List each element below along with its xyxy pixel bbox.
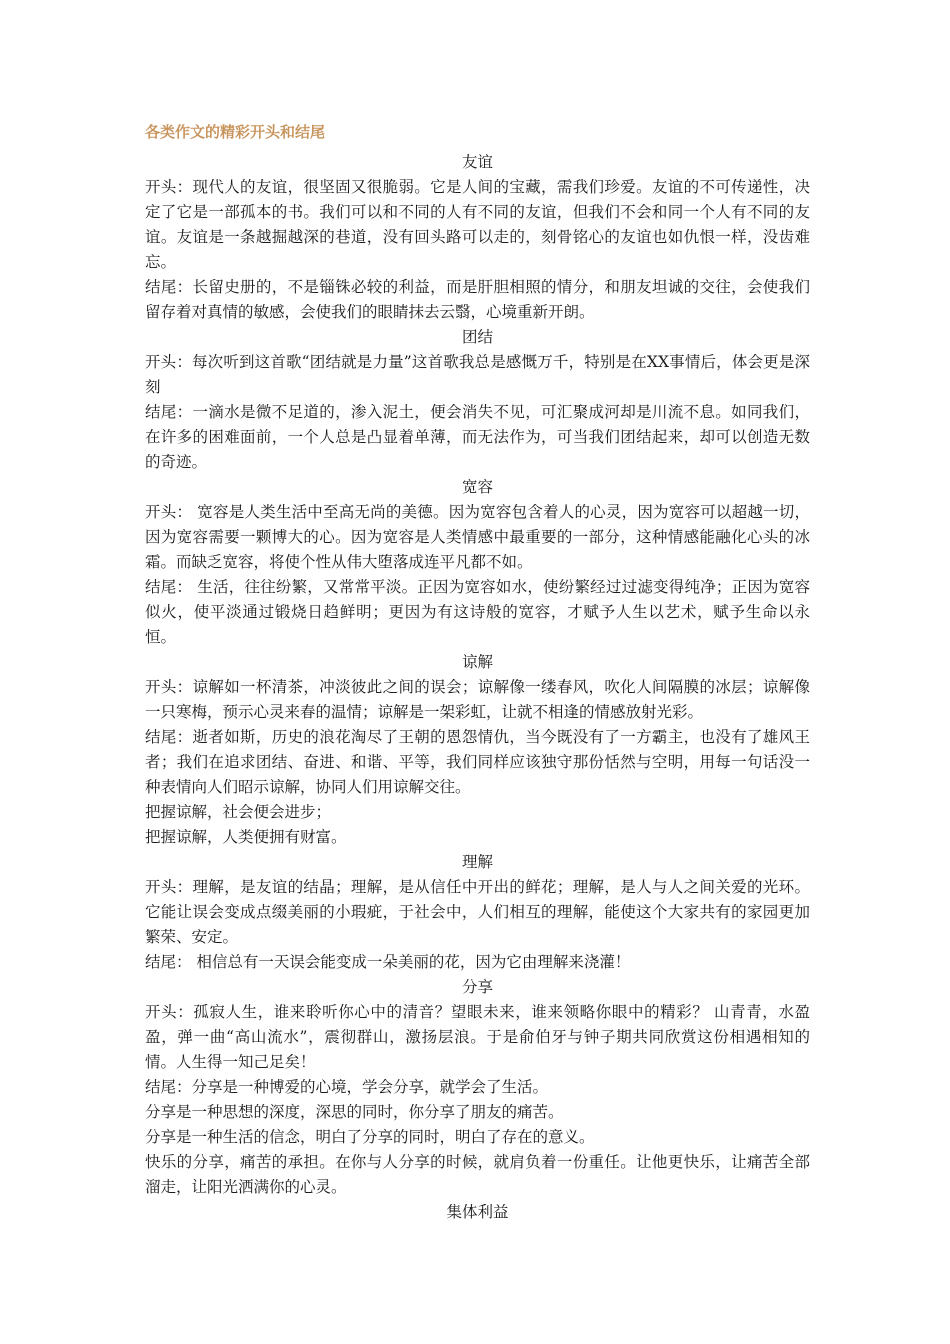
document-page (145, 120, 810, 1225)
section-friendship (145, 150, 810, 325)
section-tolerance (145, 475, 810, 650)
paragraph: 结尾：逝者如斯，历史的浪花淘尽了王朝的恩怨情仇，当今既没有了一方霸主，也没有了雄风王者；我们在追求团结、奋进、和谐、平等，我们同样应该独守那份恬然与空明，用每一句话没一种表情向人们昭示谅解，协同人们用谅解交往。 (145, 728, 810, 796)
section-understanding (145, 850, 810, 975)
paragraph: 开头： 宽容是人类生活中至高无尚的美德。因为宽容包含着人的心灵，因为宽容可以超越一切，因为宽容需要一颗博大的心。因为宽容是人类情感中最重要的一部分，这种情感能融化心头的冰霜。而缺乏宽容，将使个性从伟大堕落成连平凡都不如。 (145, 503, 810, 571)
paragraph: 开头：现代人的友谊，很坚固又很脆弱。它是人间的宝藏，需我们珍爱。友谊的不可传递性，决定了它是一部孤本的书。我们可以和不同的人有不同的友谊，但我们不会和同一个人有不同的友谊。友谊是一条越掘越深的巷道，没有回头路可以走的，刻骨铭心的友谊也如仇恨一样，没齿难忘。 (145, 178, 810, 271)
document-title: 各类作文的精彩开头和结尾 (145, 123, 326, 141)
paragraph: 开头：理解，是友谊的结晶；理解，是从信任中开出的鲜花；理解，是人与人之间关爱的光环。它能让误会变成点缀美丽的小瑕疵，于社会中，人们相互的理解，能使这个大家共有的家园更加繁荣、安定。 (145, 878, 810, 946)
section-title: 宽容 (461, 478, 493, 496)
paragraph: 结尾：长留史册的，不是锱铢必较的利益，而是肝胆相照的情分，和朋友坦诚的交往，会使我们留存着对真情的敏感，会使我们的眼睛抹去云翳，心境重新开朗。 (145, 278, 810, 321)
paragraph: 结尾：分享是一种博爱的心境，学会分享，就学会了生活。 (145, 1078, 549, 1096)
paragraph: 把握谅解，人类便拥有财富。 (145, 828, 347, 846)
section-title: 集体利益 (446, 1203, 509, 1221)
paragraph: 快乐的分享，痛苦的承担。在你与人分享的时候，就肩负着一份重任。让他更快乐，让痛苦全部溜走，让阳光洒满你的心灵。 (145, 1153, 810, 1196)
section-collective-interest (145, 1200, 810, 1225)
section-unity (145, 325, 810, 475)
paragraph: 分享是一种思想的深度，深思的同时，你分享了朋友的痛苦。 (145, 1103, 564, 1121)
section-title: 友谊 (461, 153, 493, 171)
paragraph: 结尾： 相信总有一天误会能变成一朵美丽的花，因为它由理解来浇灌！ (145, 953, 631, 971)
paragraph: 开头：每次听到这首歌“团结就是力量”这首歌我总是感慨万千，特别是在XX事情后，体会更是深刻 (145, 353, 810, 396)
section-title: 分享 (461, 978, 493, 996)
paragraph: 把握谅解，社会便会进步； (145, 803, 332, 821)
section-title: 理解 (461, 853, 493, 871)
section-sharing (145, 975, 810, 1200)
paragraph: 开头：谅解如一杯清茶，冲淡彼此之间的误会；谅解像一缕春风，吹化人间隔膜的冰层；谅解像一只寒梅，预示心灵来春的温情；谅解是一架彩虹，让就不相逢的情感放射光彩。 (145, 678, 810, 721)
paragraph: 结尾： 生活，往往纷繁，又常常平淡。正因为宽容如水，使纷繁经过过滤变得纯净；正因为宽容似火，使平淡通过锻烧日趋鲜明；更因为有这诗般的宽容，才赋予人生以艺术，赋予生命以永恒。 (145, 578, 810, 646)
paragraph: 结尾：一滴水是微不足道的，渗入泥土，便会消失不见，可汇聚成河却是川流不息。如同我们，在许多的困难面前，一个人总是凸显着单薄，而无法作为，可当我们团结起来，却可以创造无数的奇迹。 (145, 403, 810, 471)
paragraph: 开头：孤寂人生，谁来聆听你心中的清音？望眼未来，谁来领略你眼中的精彩？ 山青青，水盈盈，弹一曲“高山流水”，震彻群山，激扬层浪。于是俞伯牙与钟子期共同欣赏这份相遇相知的情。人生得一知己足矣！ (145, 1003, 810, 1071)
section-title: 谅解 (461, 653, 493, 671)
section-forgiveness (145, 650, 810, 850)
section-title: 团结 (461, 328, 493, 346)
paragraph: 分享是一种生活的信念，明白了分享的同时，明白了存在的意义。 (145, 1128, 595, 1146)
